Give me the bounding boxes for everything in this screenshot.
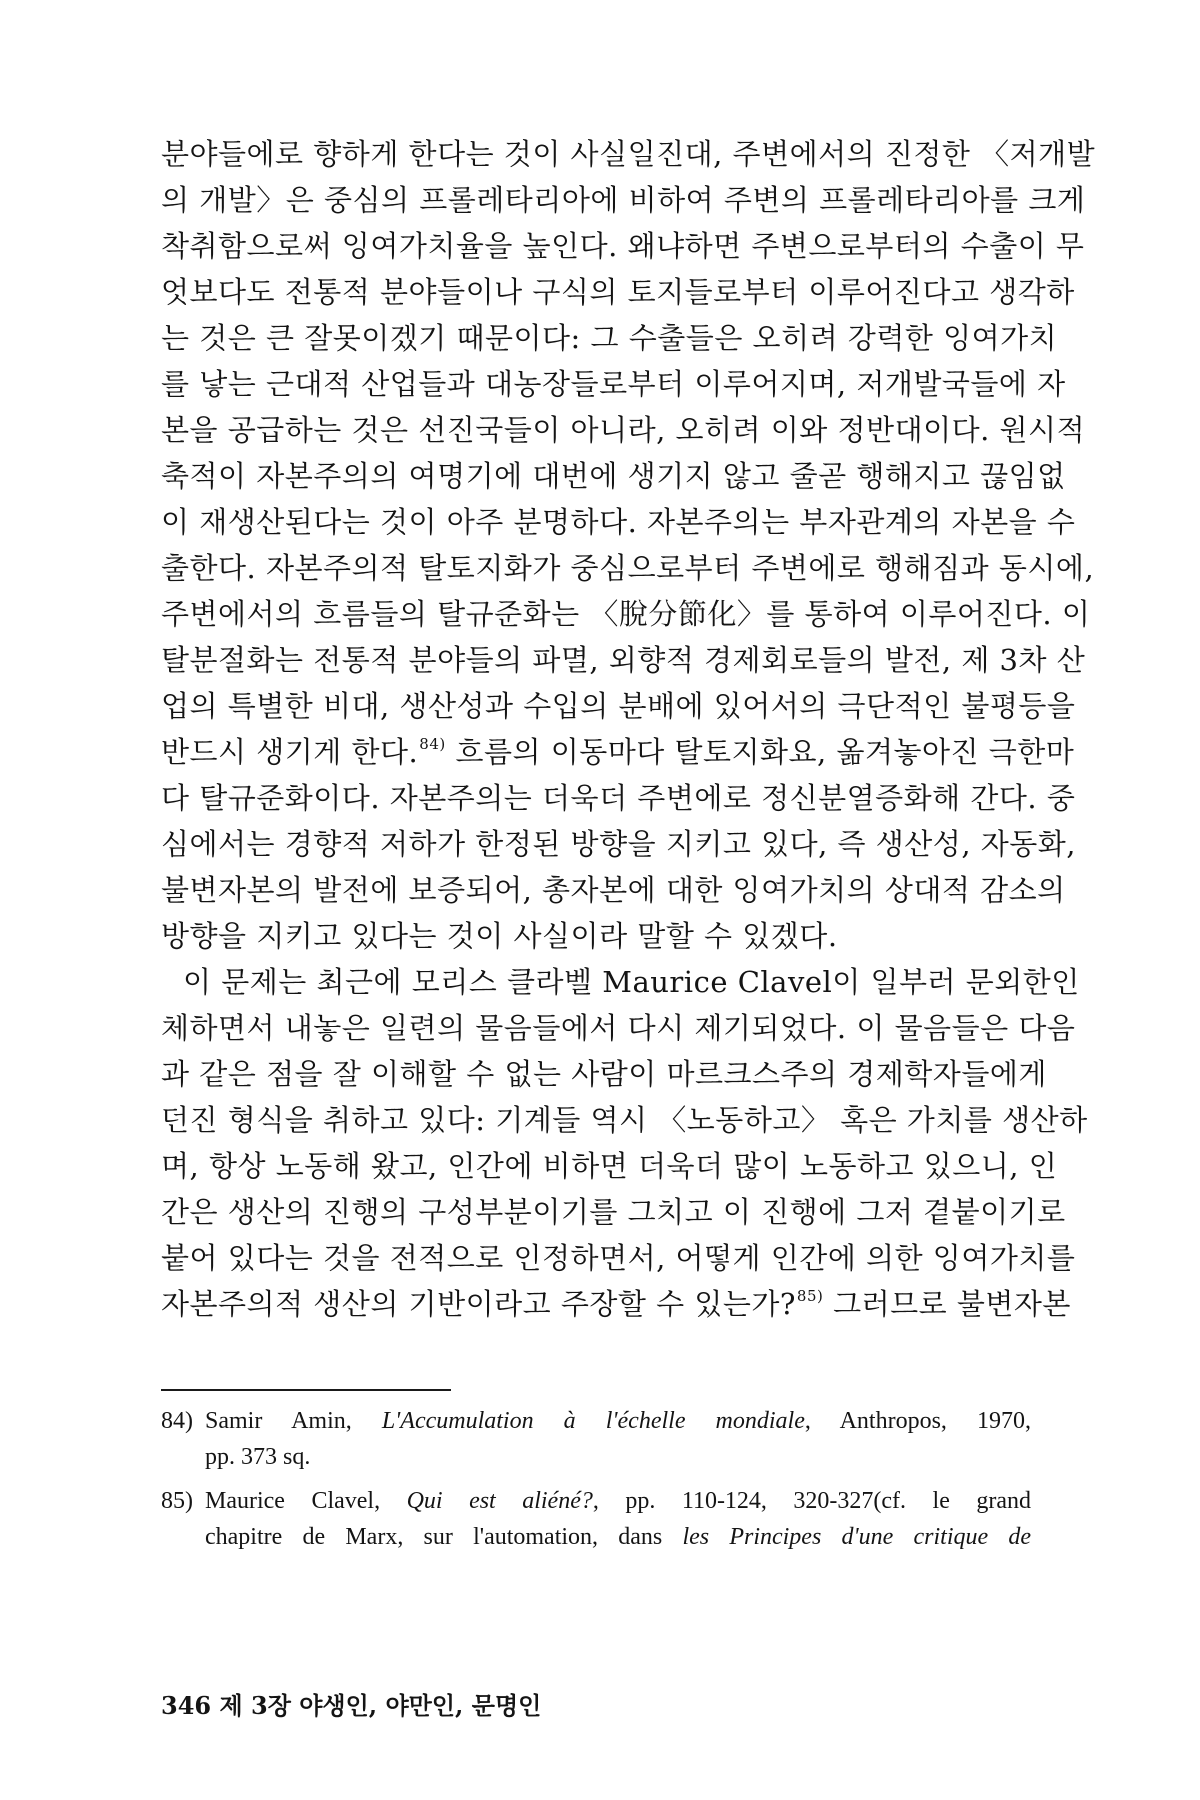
footnote-title: L'Accumulation à l'échelle mondiale <box>381 1408 805 1434</box>
paragraph-start-line: 이 문제는 최근에 모리스 클라벨 Maurice Clavel이 일부러 문외한인 <box>183 965 1080 999</box>
footnote-detail: , Anthropos, 1970, <box>804 1408 1031 1434</box>
text-line: 붙어 있다는 것을 전적으로 인정하면서, 어떻게 인간에 의한 잉여가치를 <box>161 1241 1076 1275</box>
footnote-ref-85[interactable]: 85) <box>796 1287 824 1305</box>
footnote-line <box>161 1519 1031 1555</box>
text-fragment: 그러므로 불변자본 <box>823 1287 1071 1321</box>
text-line: 간은 생산의 진행의 구성부분이기를 그치고 이 진행에 그저 곁붙이기로 <box>161 1195 1066 1229</box>
text-line: 과 같은 점을 잘 이해할 수 없는 사람이 마르크스주의 경제학자들에게 <box>161 1057 1047 1091</box>
text-line: 본을 공급하는 것은 선진국들이 아니라, 오히려 이와 정반대이다. 원시적 <box>161 413 1086 447</box>
footnote-84 <box>161 1403 1031 1475</box>
footnote-ref-84[interactable]: 84) <box>419 735 446 753</box>
footnote-line <box>161 1403 1031 1439</box>
text-line-with-footnote-ref <box>161 729 1075 775</box>
text-line: 를 낳는 근대적 산업들과 대농장들로부터 이루어지며, 저개발국들에 자 <box>161 367 1066 401</box>
footnote-title: les Principes d'une critique de <box>682 1524 1031 1550</box>
text-fragment: 흐름의 이동마다 탈토지화요, 옮겨놓아진 극한마 <box>445 735 1075 769</box>
footnote-detail: chapitre de Marx, sur l'automation, dans <box>205 1524 683 1550</box>
text-line: 체하면서 내놓은 일련의 물음들에서 다시 제기되었다. 이 물음들은 다음 <box>161 1011 1076 1045</box>
text-line: 이 재생산된다는 것이 아주 분명하다. 자본주의는 부자관계의 자본을 수 <box>161 505 1076 539</box>
text-line: 분야들에로 향하게 한다는 것이 사실일진대, 주변에서의 진정한 〈저개발 <box>161 137 1096 171</box>
text-line: 출한다. 자본주의적 탈토지화가 중심으로부터 주변에로 행해짐과 동시에, <box>161 551 1095 585</box>
text-line: 엇보다도 전통적 분야들이나 구식의 토지들로부터 이루어진다고 생각하 <box>161 275 1075 309</box>
footnote-line: pp. 373 sq. <box>205 1444 311 1470</box>
text-line: 며, 항상 노동해 왔고, 인간에 비하면 더욱더 많이 노동하고 있으니, 인 <box>161 1149 1058 1183</box>
text-line: 불변자본의 발전에 보증되어, 총자본에 대한 잉여가치의 상대적 감소의 <box>161 873 1066 907</box>
footnote-title: Qui est aliéné? <box>406 1488 593 1514</box>
footnotes <box>161 1403 1031 1555</box>
text-line: 업의 특별한 비대, 생산성과 수입의 분배에 있어서의 극단적인 불평등을 <box>161 689 1076 723</box>
text-line: 주변에서의 흐름들의 탈규준화는 〈脫分節化〉를 통하여 이루어진다. 이 <box>161 597 1091 631</box>
text-line: 다 탈규준화이다. 자본주의는 더욱더 주변에로 정신분열증화해 간다. 중 <box>161 781 1076 815</box>
footnote-author: Maurice Clavel, <box>205 1488 407 1514</box>
text-line: 는 것은 큰 잘못이겠기 때문이다: 그 수출들은 오히려 강력한 잉여가치 <box>161 321 1058 355</box>
footnote-author: Samir Amin, <box>205 1408 382 1434</box>
footnote-85 <box>161 1483 1031 1555</box>
text-line: 축적이 자본주의의 여명기에 대번에 생기지 않고 줄곧 행해지고 끊임없 <box>161 459 1066 493</box>
text-line: 심에서는 경향적 저하가 한정된 방향을 지키고 있다, 즉 생산성, 자동화, <box>161 827 1077 861</box>
text-line: 탈분절화는 전통적 분야들의 파멸, 외향적 경제회로들의 발전, 제 3차 산 <box>161 643 1086 677</box>
footnote-divider <box>161 1389 451 1391</box>
footnote-number: 84) <box>161 1408 193 1434</box>
text-fragment: 자본주의적 생산의 기반이라고 주장할 수 있는가? <box>161 1287 796 1321</box>
page-footer: 346 제 3장 야생인, 야만인, 문명인 <box>161 1691 542 1720</box>
text-line: 방향을 지키고 있다는 것이 사실이라 말할 수 있겠다. <box>161 919 838 953</box>
text-line: 던진 형식을 취하고 있다: 기계들 역시 〈노동하고〉 혹은 가치를 생산하 <box>161 1103 1088 1137</box>
footnote-line <box>161 1483 1031 1519</box>
text-line-with-footnote-ref <box>161 1281 1071 1327</box>
text-fragment: 반드시 생기게 한다. <box>161 735 419 769</box>
text-line: 착취함으로써 잉여가치율을 높인다. 왜냐하면 주변으로부터의 수출이 무 <box>161 229 1085 263</box>
main-text <box>161 131 1096 1327</box>
text-line: 의 개발〉은 중심의 프롤레타리아에 비하여 주변의 프롤레타리아를 크게 <box>161 183 1086 217</box>
footnote-number: 85) <box>161 1488 193 1514</box>
footnote-detail: , pp. 110-124, 320-327(cf. le grand <box>592 1488 1031 1514</box>
